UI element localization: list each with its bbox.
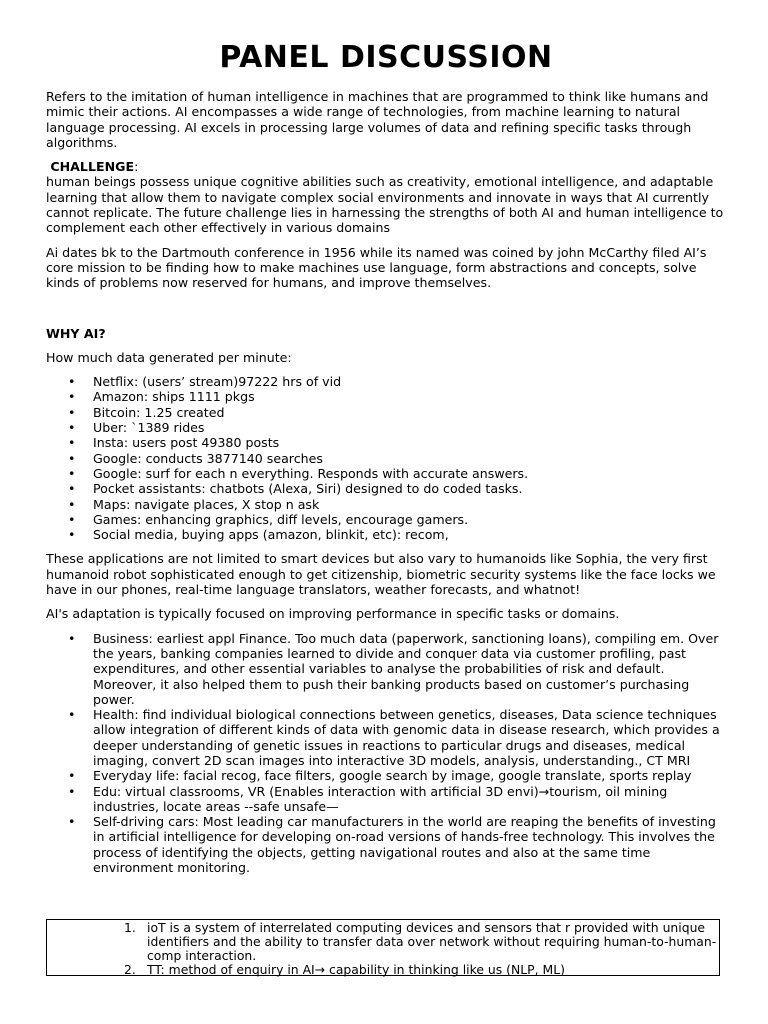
list-item: • Social media, buying apps (amazon, blinkit, etc): recom, <box>93 527 726 542</box>
challenge-colon: : <box>134 159 139 175</box>
applications-paragraph: These applications are not limited to smart devices but also vary to humanoids like Sophia, the very first humanoid robot sophisticated enough to get citizenship, biometric security systems like the face locks we have in our phones, real-time language translators, weather forecasts, and whatnot! <box>46 551 716 598</box>
list-number: 1. <box>124 920 136 935</box>
list-item: • Health: find individual biological connections between genetics, diseases, Data science techniques allow integration of different kinds of data with genomic data in disease research, which provides a deeper understanding of genetic issues in reactions to particular drugs and diseases, medical imaging, convert 2D scan images into interactive 3D models, analysis, understanding., CT MRI <box>93 707 726 768</box>
history-paragraph: Ai dates bk to the Dartmouth conference in 1956 while its named was coined by john McCarthy filed AI’s core mission to be finding how to make machines use language, form abstractions and concepts, solve kinds of problems now reserved for humans, and improve themselves. <box>46 244 707 291</box>
list-item: • Insta: users post 49380 posts <box>93 435 726 450</box>
notes-list <box>47 921 719 977</box>
list-item: • Netflix: (users’ stream)97222 hrs of vid <box>93 374 726 389</box>
note-text: TT: method of enquiry in AI→ capability in thinking like us (NLP, ML) <box>147 962 565 977</box>
data-per-minute-list <box>46 374 726 542</box>
list-number: 2. <box>124 962 136 977</box>
why-ai-heading: WHY AI? <box>46 325 106 341</box>
challenge-heading <box>46 159 726 174</box>
list-item: • Games: enhancing graphics, diff levels, encourage gamers. <box>93 512 726 527</box>
list-item: • Edu: virtual classrooms, VR (Enables interaction with artificial 3D envi)→tourism, oil mining industries, locate areas --safe unsafe— <box>93 784 726 815</box>
list-item: • Maps: navigate places, X stop n ask <box>93 497 726 512</box>
intro-paragraph: Refers to the imitation of human intelligence in machines that are programmed to think like humans and mimic their actions. AI encompasses a wide range of technologies, from machine learning to natural language processing. AI excels in processing large volumes of data and refining specific tasks through algorithms. <box>46 89 709 150</box>
challenge-paragraph: human beings possess unique cognitive abilities such as creativity, emotional intelligence, and adaptable learning that allow them to navigate complex social environments and innovate in ways that AI currently cannot replicate. The future challenge lies in harnessing the strengths of both AI and human intelligence to complement each other effectively in various domains <box>46 174 724 236</box>
domain-list <box>46 631 726 876</box>
document-page <box>46 40 726 884</box>
list-item: • Everyday life: facial recog, face filters, google search by image, google translate, sports replay <box>93 768 726 783</box>
list-item: • Pocket assistants: chatbots (Alexa, Siri) designed to do coded tasks. <box>93 481 726 496</box>
list-item: • Bitcoin: 1.25 created <box>93 405 726 420</box>
list-item <box>47 921 719 963</box>
list-item: • Uber: `1389 rides <box>93 420 726 435</box>
data-intro: How much data generated per minute: <box>46 349 292 365</box>
list-item: • Self-driving cars: Most leading car manufacturers in the world are reaping the benefits of investing in artificial intelligence for developing on-road versions of hands-free technology. This involves the process of identifying the objects, getting navigational routes and also at the same time environment monitoring. <box>93 814 726 875</box>
list-item: • Google: surf for each n everything. Responds with accurate answers. <box>93 466 726 481</box>
page-title: PANEL DISCUSSION <box>219 40 553 75</box>
challenge-label: CHALLENGE <box>50 159 135 175</box>
notes-box <box>46 919 720 976</box>
adaptation-paragraph: AI's adaptation is typically focused on improving performance in specific tasks or domains. <box>46 606 620 622</box>
list-item: • Business: earliest appl Finance. Too much data (paperwork, sanctioning loans), compiling em. Over the years, banking companies learned to divide and conquer data via customer profiling, past expenditures, and other essential variables to analyse the probabilities of risk and default. Moreover, it also helped them to push their banking products based on customer’s purchasing power. <box>93 631 726 707</box>
list-item: • Amazon: ships 1111 pkgs <box>93 389 726 404</box>
list-item <box>47 963 719 977</box>
section-spacer <box>46 300 726 326</box>
list-item: • Google: conducts 3877140 searches <box>93 451 726 466</box>
note-text: ioT is a system of interrelated computing devices and sensors that r provided with unique identifiers and the ability to transfer data over network without requiring human-to-human-comp interaction. <box>147 920 717 963</box>
